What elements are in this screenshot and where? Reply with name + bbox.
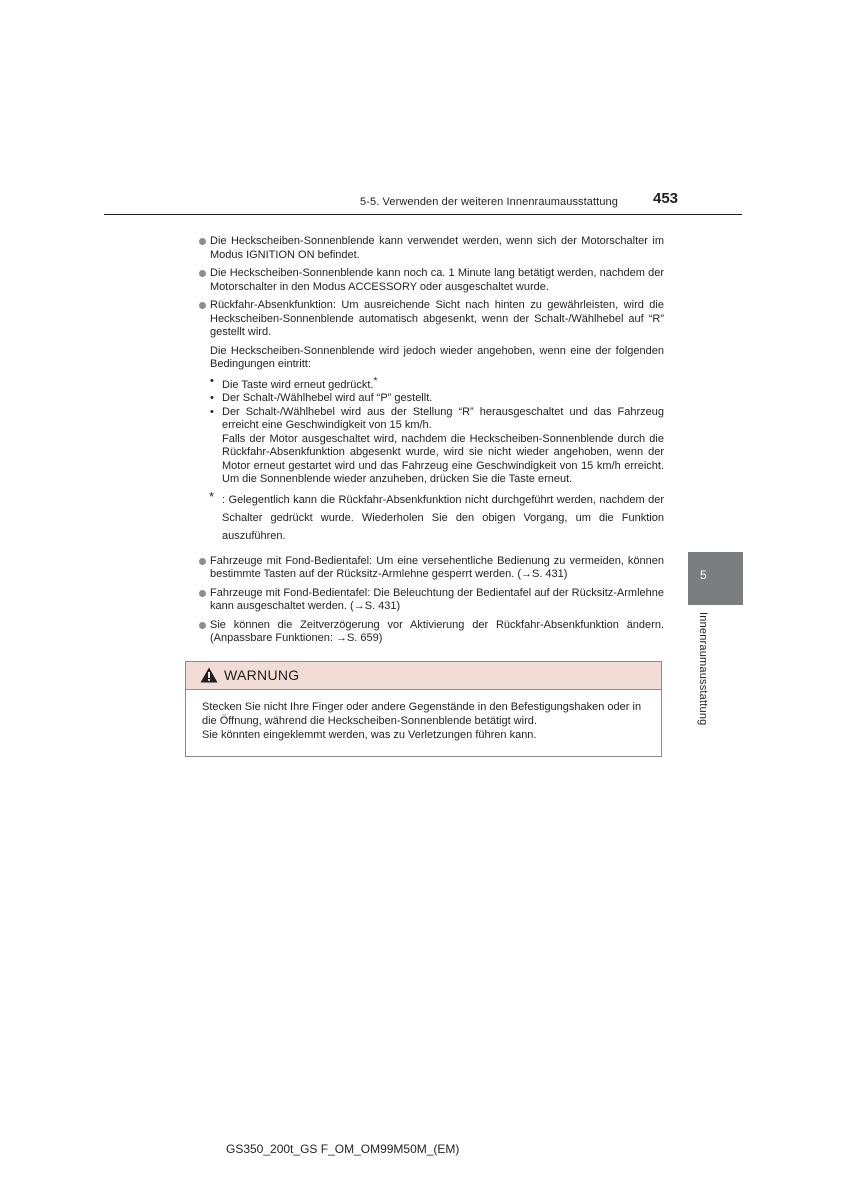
list-item bbox=[198, 267, 664, 294]
footnote bbox=[198, 488, 664, 545]
bullet-text: Sie können die Zeitverzögerung vor Aktivierung der Rückfahr-Absenkfunktion ändern. (Anpassbare Funktionen: →S. 659) bbox=[210, 618, 664, 644]
small-bullet-icon: • bbox=[210, 405, 214, 418]
bullet-dot-icon bbox=[199, 302, 206, 309]
warning-title: WARNUNG bbox=[224, 667, 300, 683]
bullet-dot-icon bbox=[199, 238, 206, 245]
condition-item bbox=[198, 406, 664, 487]
list-item bbox=[198, 299, 664, 340]
warning-triangle-icon bbox=[200, 667, 218, 688]
list-item bbox=[198, 235, 664, 262]
header-divider bbox=[104, 214, 742, 215]
warning-header bbox=[186, 662, 661, 690]
bullet-text: Die Heckscheiben-Sonnenblende kann noch ca. 1 Minute lang betätigt werden, nachdem der Motorschalter in den Modus ACCESSORY oder ausgeschaltet wurde. bbox=[210, 267, 664, 293]
bullet-text: Fahrzeuge mit Fond-Bedientafel: Um eine versehentliche Bedienung zu vermeiden, können bestimmte Tasten auf der Rücksitz-Armlehne gesperrt werden. (→S. 431) bbox=[210, 554, 664, 580]
warning-text: Stecken Sie nicht Ihre Finger oder andere Gegenstände in den Befestigungshaken oder in die Öffnung, während die Heckscheiben-Sonnenblende betätigt wird. bbox=[202, 701, 642, 727]
page-number: 453 bbox=[653, 190, 679, 207]
conditions-intro: Die Heckscheiben-Sonnenblende wird jedoch wieder angehoben, wenn eine der folgenden Bedingungen eintritt: bbox=[210, 344, 664, 370]
warning-box bbox=[185, 661, 662, 757]
list-item bbox=[198, 619, 664, 646]
section-header: 5-5. Verwenden der weiteren Innenraumausstattung bbox=[360, 196, 618, 208]
condition-item bbox=[198, 375, 664, 393]
bullet-text: Fahrzeuge mit Fond-Bedientafel: Die Beleuchtung der Bedientafel auf der Rücksitz-Armlehne kann ausgeschaltet werden. (→S. 431) bbox=[210, 586, 664, 612]
footnote-reference: * bbox=[373, 375, 378, 387]
bullet-dot-icon bbox=[199, 270, 206, 277]
condition-text: Der Schalt-/Wählhebel wird aus der Stellung “R” herausgeschaltet und das Fahrzeug erreicht eine Geschwindigkeit von 15 km/h. bbox=[222, 405, 664, 431]
small-bullet-icon: • bbox=[210, 374, 214, 387]
footnote-text: : Gelegentlich kann die Rückfahr-Absenkfunktion nicht durchgeführt werden, nachdem der Schalter gedrückt wurde. Wiederholen Sie den obigen Vorgang, um die Funktion auszuführen. bbox=[222, 493, 664, 542]
footer-code: GS350_200t_GS F_OM_OM99M50M_(EM) bbox=[226, 1142, 460, 1156]
bullet-text: Die Heckscheiben-Sonnenblende kann verwendet werden, wenn sich der Motorschalter im Modus IGNITION ON befindet. bbox=[210, 235, 664, 261]
chapter-tab bbox=[688, 552, 743, 605]
list-item bbox=[198, 587, 664, 614]
bullet-dot-icon bbox=[199, 590, 206, 597]
list-item bbox=[198, 555, 664, 582]
chapter-title: Innenraumausstattung bbox=[697, 612, 709, 726]
chapter-number: 5 bbox=[700, 568, 707, 582]
small-bullet-icon: • bbox=[210, 392, 214, 404]
warning-body bbox=[186, 690, 661, 742]
condition-item bbox=[198, 392, 664, 406]
condition-extra-text: Falls der Motor ausgeschaltet wird, nachdem die Heckscheiben-Sonnenblende durch die Rückfahr-Absenkfunktion abgesenkt wurde, wird sie nicht wieder angehoben, wenn der Motor erneut gestartet wird und das Fahrzeug eine Geschwindigkeit von 15 km/h erreicht. Um die Sonnenblende wieder anzuheben, drücken Sie die Taste erneut. bbox=[222, 432, 664, 485]
condition-text: Der Schalt-/Wählhebel wird auf “P” gestellt. bbox=[222, 392, 433, 404]
footnote-mark: * bbox=[209, 488, 215, 504]
warning-text: Sie könnten eingeklemmt werden, was zu Verletzungen führen kann. bbox=[202, 729, 537, 741]
bullet-text: Rückfahr-Absenkfunktion: Um ausreichende Sicht nach hinten zu gewährleisten, wird die Heckscheiben-Sonnenblende automatisch abgesenkt, wenn der Schalt-/Wählhebel auf “R” gestellt wird. bbox=[210, 299, 664, 338]
bullet-dot-icon bbox=[199, 622, 206, 629]
main-content bbox=[198, 235, 664, 651]
condition-text: Die Taste wird erneut gedrückt. bbox=[222, 378, 374, 391]
bullet-dot-icon bbox=[199, 558, 206, 565]
